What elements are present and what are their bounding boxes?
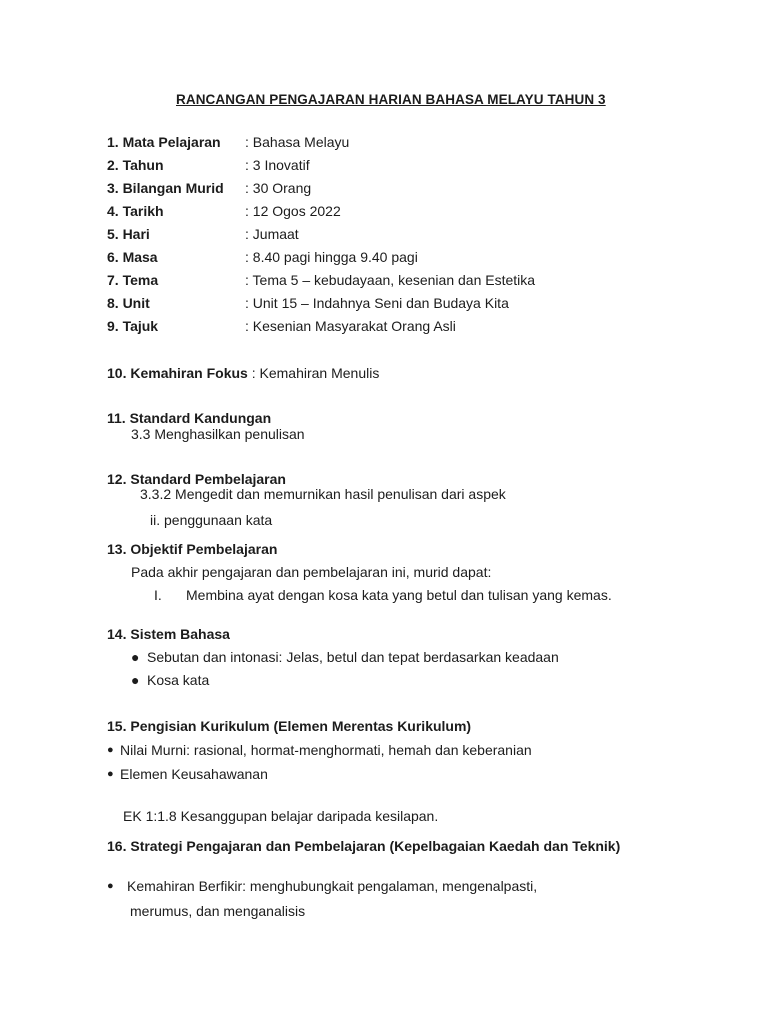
standard-pembelajaran-text: 3.3.2 Mengedit dan memurnikan hasil penulisan dari aspek bbox=[140, 486, 506, 502]
bullet-icon: ● bbox=[131, 672, 140, 688]
bullet-icon: ● bbox=[107, 744, 114, 756]
section-heading-objektif: 13. Objektif Pembelajaran bbox=[107, 541, 278, 557]
info-label-mata-pelajaran: 1. Mata Pelajaran bbox=[107, 134, 221, 150]
bullet-icon: ● bbox=[131, 649, 140, 665]
info-label-tema: 7. Tema bbox=[107, 272, 159, 288]
info-value-tarikh: : 12 Ogos 2022 bbox=[245, 203, 341, 219]
section-heading-standard-kandungan: 11. Standard Kandungan bbox=[107, 410, 272, 426]
info-value-tahun: : 3 Inovatif bbox=[245, 157, 310, 173]
pengisian-item: Nilai Murni: rasional, hormat-menghormati, hemah dan keberanian bbox=[120, 742, 532, 758]
info-label-hari: 5. Hari bbox=[107, 226, 150, 242]
standard-kandungan-text: 3.3 Menghasilkan penulisan bbox=[131, 426, 305, 442]
info-value-tajuk: : Kesenian Masyarakat Orang Asli bbox=[245, 318, 456, 334]
sistem-bahasa-item: Sebutan dan intonasi: Jelas, betul dan tepat berdasarkan keadaan bbox=[147, 649, 559, 665]
info-value-unit: : Unit 15 – Indahnya Seni dan Budaya Kita bbox=[245, 295, 509, 311]
info-value-bilangan-murid: : 30 Orang bbox=[245, 180, 312, 196]
sistem-bahasa-item: Kosa kata bbox=[147, 672, 210, 688]
section-text: : Kemahiran Menulis bbox=[247, 365, 380, 381]
info-value-tema: : Tema 5 – kebudayaan, kesenian dan Estetika bbox=[245, 272, 536, 288]
section-heading-pengisian-kurikulum: 15. Pengisian Kurikulum (Elemen Merentas Kurikulum) bbox=[107, 718, 472, 734]
section-heading: 10. Kemahiran Fokus bbox=[107, 365, 248, 381]
info-value-mata-pelajaran: : Bahasa Melayu bbox=[245, 134, 350, 150]
pengisian-note: EK 1:1.8 Kesanggupan belajar daripada kesilapan. bbox=[123, 808, 439, 824]
info-label-unit: 8. Unit bbox=[107, 295, 150, 311]
info-label-tarikh: 4. Tarikh bbox=[107, 203, 164, 219]
info-label-bilangan-murid: 3. Bilangan Murid bbox=[107, 180, 224, 196]
section-heading-strategi: 16. Strategi Pengajaran dan Pembelajaran (Kepelbagaian Kaedah dan Teknik) bbox=[107, 838, 621, 854]
objektif-item-text: Membina ayat dengan kosa kata yang betul dan tulisan yang kemas. bbox=[186, 587, 612, 603]
section-heading-sistem-bahasa: 14. Sistem Bahasa bbox=[107, 626, 230, 642]
section-heading-standard-pembelajaran: 12. Standard Pembelajaran bbox=[107, 471, 286, 487]
info-label-tahun: 2. Tahun bbox=[107, 157, 164, 173]
objektif-item-number: I. bbox=[154, 587, 162, 603]
strategi-item-line1: Kemahiran Berfikir: menghubungkait pengalaman, mengenalpasti, bbox=[127, 878, 538, 894]
strategi-item-line2: merumus, dan menganalisis bbox=[130, 903, 306, 919]
info-value-hari: : Jumaat bbox=[245, 226, 299, 242]
section-kemahiran-fokus bbox=[107, 365, 379, 381]
document-title: RANCANGAN PENGAJARAN HARIAN BAHASA MELAYU TAHUN 3 bbox=[176, 92, 606, 107]
objektif-intro: Pada akhir pengajaran dan pembelajaran ini, murid dapat: bbox=[131, 564, 492, 580]
info-label-tajuk: 9. Tajuk bbox=[107, 318, 159, 334]
standard-pembelajaran-sub: ii. penggunaan kata bbox=[150, 512, 273, 528]
info-label-masa: 6. Masa bbox=[107, 249, 158, 265]
bullet-icon: ● bbox=[107, 768, 114, 780]
info-value-masa: : 8.40 pagi hingga 9.40 pagi bbox=[245, 249, 418, 265]
pengisian-item: Elemen Keusahawanan bbox=[120, 766, 268, 782]
bullet-icon: ● bbox=[107, 880, 114, 892]
